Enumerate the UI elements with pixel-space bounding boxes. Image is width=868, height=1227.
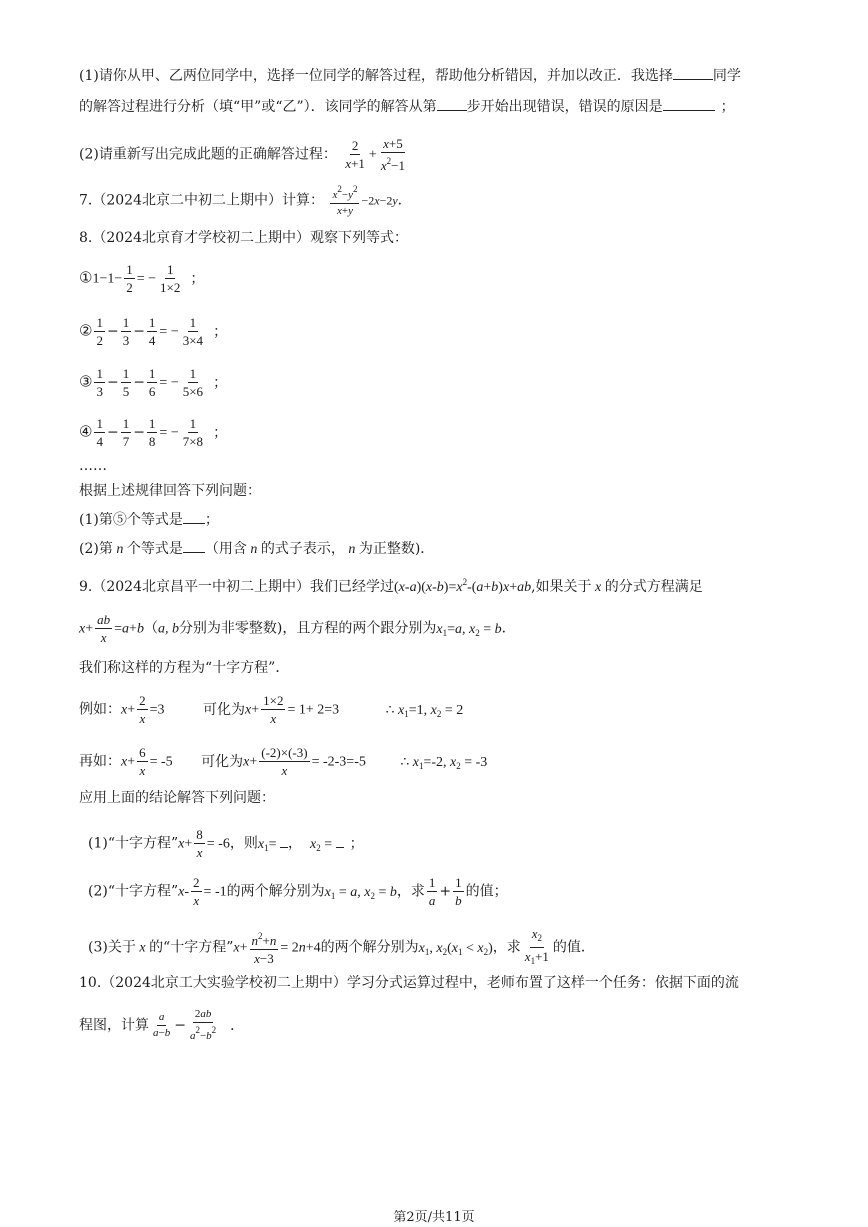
q9-line2: x+ $\frac{ab}{x}$ =a+b（a, b分别为非零整数)，且方程的两个跟分别为$x_1=a$, $x_2 = b$． <box>79 612 516 645</box>
fraction: $\frac{1}{8}$ <box>148 416 156 449</box>
q8-equation-2: ② $\frac{1}{2}$ − $\frac{1}{3}$ − $\frac{1}{4}$ = − $\frac{1}{3\times 4}$ ； <box>79 315 228 348</box>
q9-sub3: (3)关于 x 的“十字方程”x+ $\frac{n^2+n}{x-3}$ = 2n+4的两个解分别为$x_1$, $x_2(x_1 < x_2)$，求 $\frac{x_2}{x_1+1}$ 的值． <box>88 926 595 969</box>
fraction: $\frac{(-2)\times(-3)}{x}$ <box>261 745 308 778</box>
q7: 7.（2024北京二中初二上期中）计算： $\frac{x^2-y^2}{x+y}$ −2x−2y． <box>79 184 412 217</box>
fraction: $\frac{1}{3\times 4}$ <box>182 315 204 348</box>
q6-part1-line2: 的解答过程进行分析（填“甲”或“乙”）．该同学的解答从第 步开始出现错误，错误的原因是 ； <box>79 99 735 115</box>
answer-blank <box>336 835 344 848</box>
fraction: $\frac{1\times 2}{x}$ <box>263 693 284 726</box>
q8-equation-1: ①1−1− $\frac{1}{2}$ = − $\frac{1}{1\times 2}$ ； <box>79 262 205 295</box>
fraction: $\frac{1}{2}$ <box>96 315 103 348</box>
fraction: $\frac{1}{a}$ <box>428 875 436 908</box>
fraction: $\frac{x^2-y^2}{x+y}$ <box>332 184 358 217</box>
q6-part2: (2)请重新写出完成此题的正确解答过程： $\frac{2}{x+1}$ + $\frac{x+5}{x^2-1}$ <box>79 136 405 173</box>
fraction: $\frac{6}{x}$ <box>139 745 146 778</box>
q8-equation-3: ③ $\frac{1}{3}$ − $\frac{1}{5}$ − $\frac{1}{6}$ = − $\frac{1}{5\times 6}$ ； <box>79 366 228 399</box>
fraction: $\frac{1}{5}$ <box>122 366 130 399</box>
q9-sub1: (1)“十字方程”x+ $\frac{8}{x}$ = -6，则$x_1=$ ， $x_2$ = ； <box>88 827 364 860</box>
fraction: $\frac{ab}{x}$ <box>97 612 111 645</box>
fraction: $\frac{1}{4}$ <box>148 315 156 348</box>
ellipsis: …… <box>79 458 107 474</box>
q8-sub1: (1)第⑤个等式是 ； <box>79 512 219 528</box>
q6-part1-line1: (1)请你从甲、乙两位同学中，选择一位同学的解答过程，帮助他分析错因，并加以改正．我选择 同学 <box>79 68 741 84</box>
q9-sub2: (2)“十字方程”x- $\frac{2}{x}$ = -1的两个解分别为$x_1 = a$, $x_2 = b$，求 $\frac{1}{a}$ + $\frac{1}{b}$ 的值； <box>88 875 508 908</box>
q10-line2: 程图，计算 $\frac{a}{a-b}$ − $\frac{2ab}{a^2-b^2}$ ． <box>79 1008 245 1042</box>
answer-blank <box>183 540 205 553</box>
q9-line3: 我们称这样的方程为“十字方程”． <box>79 660 290 676</box>
answer-blank <box>663 98 715 111</box>
fraction: $\frac{1}{5\times 6}$ <box>182 366 204 399</box>
answer-blank <box>673 67 713 80</box>
fraction: $\frac{n^2+n}{x-3}$ <box>251 931 277 966</box>
fraction: $\frac{2}{x+1}$ <box>345 138 365 171</box>
q8-sub2: (2)第 n 个等式是 （用含 n 的式子表示， n 为正整数)． <box>79 541 435 557</box>
fraction: $\frac{2ab}{a^2-b^2}$ <box>189 1008 217 1042</box>
q10-line1: 10.（2024北京工大实验学校初二上期中）学习分式运算过程中，老师布置了这样一个任务：依据下面的流 <box>79 975 739 991</box>
answer-blank <box>183 511 205 524</box>
fraction: $\frac{1}{3}$ <box>122 315 130 348</box>
q9-line1: 9.（2024北京昌平一中初二上期中）我们已经学过$(x-a)(x-b)=x^2-(a+b)x+ab$,如果关于 x 的分式方程满足 <box>79 577 703 595</box>
q8-title: 8.（2024北京育才学校初二上期中）观察下列等式： <box>79 230 408 246</box>
q9-example2: 再如：x+ $\frac{6}{x}$ = -5 可化为x+ $\frac{(-2)\times(-3)}{x}$ = -2-3=-5 ∴ $x_1=-2$, $x_2 = -3$ <box>79 745 488 778</box>
fraction: $\frac{1}{7}$ <box>122 416 130 449</box>
answer-blank <box>280 835 288 848</box>
fraction: $\frac{8}{x}$ <box>196 827 203 860</box>
q9-example1: 例如：x+ $\frac{2}{x}$ =3 可化为x+ $\frac{1\times 2}{x}$ = 1+ 2=3 ∴ $x_1=1$, $x_2 = 2$ <box>79 693 464 726</box>
fraction: $\frac{1}{7\times 8}$ <box>182 416 204 449</box>
page-footer: 第2页/共11页 <box>393 1210 475 1225</box>
fraction: $\frac{1}{b}$ <box>455 875 462 908</box>
answer-blank <box>437 98 467 111</box>
fraction: $\frac{1}{1\times 2}$ <box>160 262 181 295</box>
q8-instruction: 根据上述规律回答下列问题： <box>79 483 261 499</box>
fraction: $\frac{1}{2}$ <box>126 262 133 295</box>
q9-apply: 应用上面的结论解答下列问题： <box>79 790 275 806</box>
fraction: $\frac{1}{4}$ <box>96 416 103 449</box>
fraction: $\frac{1}{3}$ <box>96 366 103 399</box>
fraction: $\frac{x+5}{x^2-1}$ <box>380 136 405 173</box>
fraction: $\frac{a}{a-b}$ <box>153 1011 171 1039</box>
fraction: $\frac{1}{6}$ <box>148 366 156 399</box>
q8-equation-4: ④ $\frac{1}{4}$ − $\frac{1}{7}$ − $\frac{1}{8}$ = − $\frac{1}{7\times 8}$ ； <box>79 416 228 449</box>
fraction: $\frac{2}{x}$ <box>139 693 146 726</box>
fraction: $\frac{2}{x}$ <box>193 875 200 908</box>
fraction: $\frac{x_2}{x_1+1}$ <box>524 926 549 966</box>
